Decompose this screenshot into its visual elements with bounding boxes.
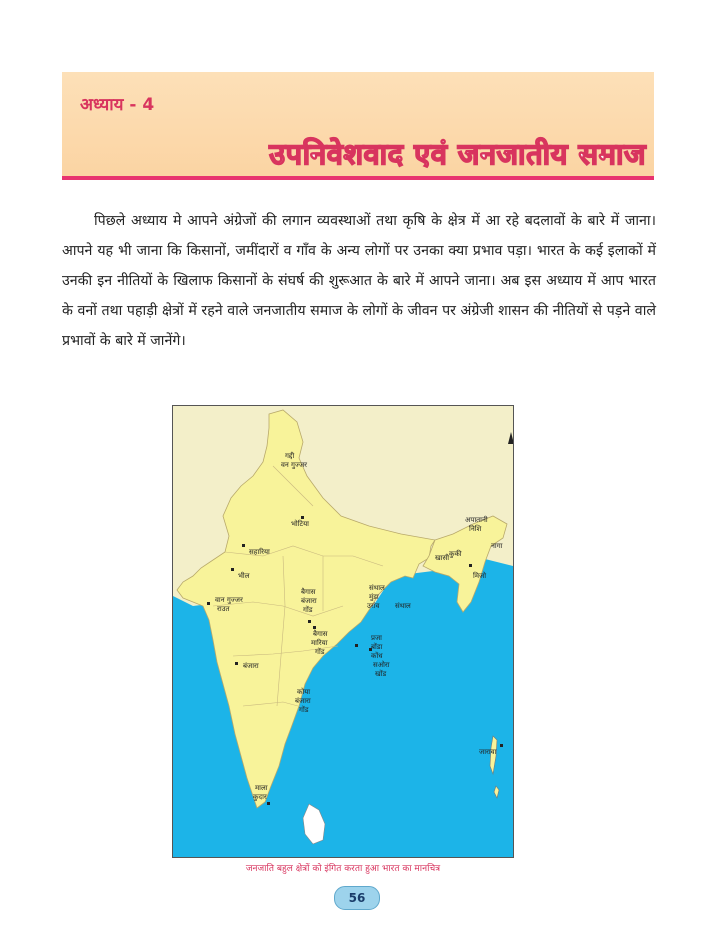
label-gond-1: गोंड	[303, 606, 313, 614]
label-bondo: बोंडा	[371, 643, 383, 651]
label-banjara-2: बंजारा	[243, 662, 259, 670]
label-mala: माला	[255, 784, 268, 792]
label-apatani: अपातानी	[465, 516, 488, 524]
label-van-gujjar: वन गुज्जर	[281, 461, 308, 469]
map-caption: जनजाति बहुल क्षेत्रों को इंगित करता हुआ भारत का मानचित्र	[245, 864, 441, 874]
label-bhotiya: भोटिया	[291, 520, 309, 528]
label-sora: सओरा	[373, 661, 390, 669]
intro-paragraph: पिछले अध्याय मे आपने अंग्रेजों की लगान व्यवस्थाओं तथा कृषि के क्षेत्र में आ रहे बदलावों के बारे में जाना। आपने यह भी जाना कि किसानों, जमींदारों व गाँव के अन्य लोगों पर उनका क्या प्रभाव पड़ा। भारत के कई इलाकों में उनकी इन नीतियों के खिलाफ किसानों के संघर्ष की शुरूआत के बारे में आपने जाना। अब इस अध्याय में आप भारत के वनों तथा पहाड़ी क्षेत्रों में रहने वाले जनजातीय समाज के लोगों के जीवन पर अंग्रेजी शासन की नीतियों से पड़ने वाले प्रभावों के बारे में जानेंगे।	[62, 213, 656, 349]
header-underline-rule	[62, 176, 654, 180]
label-santhal-1: संथाल	[369, 584, 385, 592]
label-banjara-1: बंजारा	[301, 597, 317, 605]
label-van-gujjar-2: वान गुज्जर	[215, 596, 243, 604]
label-banjara-3: बंजारा	[295, 697, 311, 705]
label-naga: नागा	[491, 542, 503, 550]
label-kudar: कुदार	[253, 793, 267, 801]
label-kuki: कुकी	[449, 550, 462, 558]
page-number-badge: 56	[334, 886, 380, 910]
label-gaddi: गद्दी	[285, 452, 295, 460]
label-praja: प्रजा	[371, 634, 382, 642]
label-oraon: उरांव	[367, 602, 380, 610]
label-santhal-2: संथाल	[395, 602, 411, 610]
chapter-title: उपनिवेशवाद एवं जनजातीय समाज	[269, 137, 646, 171]
label-mariya: मारिया	[311, 639, 328, 647]
label-baigas-2: बैगास	[313, 630, 328, 638]
chapter-number-label: अध्याय - 4	[80, 95, 155, 115]
label-mizo: मिजो	[473, 572, 487, 580]
label-gond-3: गोंड	[299, 706, 309, 714]
label-gond-2: गोंड	[315, 648, 325, 656]
label-kondh: कोंध	[371, 652, 383, 660]
label-munda: मुंडा	[369, 593, 379, 601]
label-khasi-1: खासी	[435, 554, 450, 562]
label-koya: कोया	[297, 688, 311, 696]
india-tribal-map	[172, 405, 514, 858]
sri-lanka	[303, 804, 325, 844]
label-baigas-1: बैगास	[301, 588, 316, 596]
label-nishi: निशि	[469, 525, 482, 533]
label-rauta: राउत	[217, 605, 230, 613]
label-sahariya: सहारिया	[249, 548, 270, 556]
label-bhil: भील	[238, 572, 250, 580]
label-khond: खोंड	[375, 670, 387, 678]
label-jarawa: जारावा	[479, 748, 497, 756]
map-graphic	[173, 406, 513, 857]
